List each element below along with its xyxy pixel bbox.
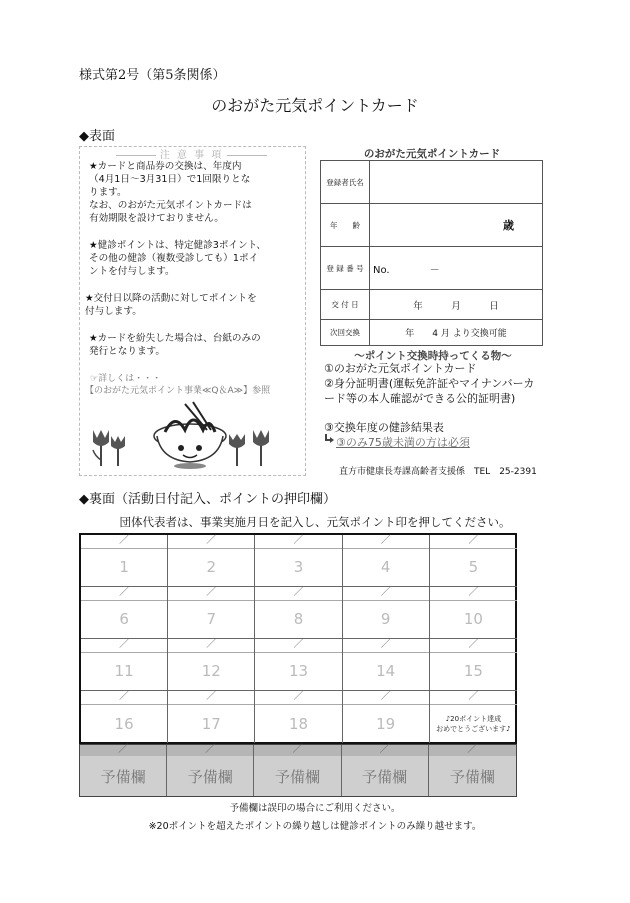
date-slash[interactable]: ／ — [255, 691, 341, 705]
stamp-number: 18 — [288, 714, 309, 733]
stamp-number: 16 — [114, 714, 134, 733]
date-slash[interactable]: ／ — [167, 745, 253, 756]
arrow-icon — [324, 434, 334, 444]
stamp-cell[interactable] — [430, 639, 517, 691]
date-slash[interactable]: ／ — [343, 535, 429, 549]
date-slash[interactable]: ／ — [80, 745, 166, 756]
stamp-cell[interactable] — [430, 587, 517, 639]
reserve-label: 予備欄 — [362, 768, 408, 786]
bring-item: ③交換年度の健診結果表 — [324, 421, 444, 434]
date-slash[interactable]: ／ — [81, 535, 167, 549]
note-item: ★交付日以降の活動に対してポイントを 付与します。 — [85, 293, 257, 317]
bonus-line: ♪20ポイント達成 — [445, 714, 502, 723]
card-value-next-exchange[interactable]: 年 4 月 より交換可能 — [370, 320, 543, 346]
stamp-number: 9 — [380, 610, 391, 628]
date-slash[interactable]: ／ — [430, 639, 517, 653]
stamp-number: 13 — [288, 662, 309, 680]
stamp-cell[interactable] — [81, 587, 168, 639]
details-label: ☞詳しくは・・・ — [90, 374, 162, 384]
stamp-number: 3 — [293, 558, 304, 576]
stamp-cell[interactable] — [255, 691, 342, 743]
date-slash[interactable]: ／ — [429, 745, 516, 756]
stamp-cell[interactable] — [430, 691, 517, 743]
card-label-age: 年 齢 — [321, 204, 370, 247]
stamp-cell[interactable] — [81, 535, 168, 587]
reserve-label: 予備欄 — [100, 768, 146, 786]
stamp-cell[interactable] — [81, 691, 168, 743]
card-value-age[interactable]: 歳 — [370, 204, 543, 247]
stamp-number: 17 — [201, 714, 221, 733]
stamp-cell[interactable] — [168, 587, 255, 639]
stamp-number: 8 — [293, 610, 304, 628]
card-label-issue-date: 交 付 日 — [321, 290, 370, 320]
stamp-number: 11 — [114, 662, 134, 680]
back-heading: ◆裏面（活動日付記入、ポイントの押印欄） — [79, 492, 336, 507]
noodle-bowl-icon — [154, 402, 226, 469]
bring-items-note: ③のみ75歳未満の方は必須 — [336, 436, 470, 449]
reserve-cell[interactable] — [342, 745, 429, 796]
card-label-number: 登 録 番 号 — [321, 247, 370, 290]
stamp-cell[interactable] — [168, 639, 255, 691]
form-number: 様式第2号（第5条関係） — [79, 68, 226, 83]
date-slash[interactable]: ／ — [343, 639, 429, 653]
stamp-cell[interactable] — [430, 535, 517, 587]
page-title: のおがた元気ポイントカード — [211, 96, 419, 115]
bring-item: ①のおがた元気ポイントカード — [324, 362, 477, 375]
date-slash[interactable]: ／ — [343, 691, 429, 705]
stamp-cell[interactable] — [343, 639, 430, 691]
date-slash[interactable]: ／ — [343, 587, 429, 601]
date-slash[interactable]: ／ — [255, 535, 341, 549]
card-label-next-exchange: 次回交換 — [321, 320, 370, 346]
bring-item: ②身分証明書(運転免許証やマイナンバーカード等の本人確認ができる公的証明書) — [324, 377, 535, 405]
stamp-cell[interactable] — [343, 691, 430, 743]
details-link[interactable]: 【のおがた元気ポイント事業≪Q＆A≫】参照 — [85, 386, 271, 396]
date-slash[interactable]: ／ — [342, 745, 428, 756]
date-slash[interactable]: ／ — [430, 587, 517, 601]
stamp-cell[interactable] — [255, 535, 342, 587]
reserve-row — [79, 744, 517, 797]
instruction-text: 団体代表者は、事業実施月日を記入し、元気ポイント印を押してください。 — [119, 515, 511, 529]
tulip-icon — [229, 430, 269, 466]
stamp-cell[interactable] — [81, 639, 168, 691]
stamp-cell[interactable] — [343, 535, 430, 587]
card-label-name: 登録者氏名 — [321, 161, 370, 204]
stamp-cell[interactable] — [343, 587, 430, 639]
date-slash[interactable]: ／ — [168, 587, 254, 601]
date-slash[interactable]: ／ — [168, 535, 254, 549]
card-value-name[interactable] — [370, 161, 543, 204]
reserve-label: 予備欄 — [449, 768, 495, 786]
stamp-number: 1 — [119, 558, 129, 576]
stamp-number: 19 — [376, 714, 396, 733]
reserve-label: 予備欄 — [274, 768, 320, 786]
date-slash[interactable]: ／ — [255, 639, 341, 653]
front-heading: ◆表面 — [79, 129, 115, 144]
reserve-label: 予備欄 — [187, 768, 233, 786]
stamp-grid — [79, 533, 517, 744]
stamp-number: 10 — [463, 610, 483, 628]
card-title: のおがた元気ポイントカード — [363, 148, 501, 160]
stamp-number: 5 — [468, 558, 479, 576]
reserve-cell[interactable] — [167, 745, 254, 796]
note-item: ★カードを紛失した場合は、台紙のみの 発行となります。 — [89, 333, 261, 357]
date-slash[interactable]: ／ — [430, 535, 517, 549]
date-slash[interactable]: ／ — [430, 691, 517, 705]
stamp-number: 2 — [206, 558, 217, 576]
mascot-illustration — [85, 400, 295, 470]
reserve-cell[interactable] — [254, 745, 341, 796]
stamp-cell[interactable] — [255, 639, 342, 691]
bonus-message — [430, 704, 517, 743]
bonus-line: おめでとうございます♪ — [436, 724, 511, 733]
note-item: ★カードと商品券の交換は、年度内 （4月1日〜3月31日）で1回限りとな ります。 なお、のおがた元気ポイントカードは 有効期限を設けておりません。 — [89, 161, 252, 224]
date-slash[interactable]: ／ — [81, 639, 167, 653]
date-slash[interactable]: ／ — [168, 691, 254, 705]
stamp-number: 15 — [463, 662, 483, 680]
footer-note: 予備欄は誤印の場合にご利用ください。 — [229, 803, 401, 814]
bring-items-header: 〜ポイント交換時持ってくる物〜 — [354, 350, 512, 362]
stamp-number: 7 — [206, 610, 217, 628]
footer-note: ※20ポイントを超えたポイントの繰り越しは健診ポイントのみ繰り越せます。 — [148, 821, 482, 832]
stamp-cell[interactable] — [168, 691, 255, 743]
reserve-cell[interactable] — [80, 745, 167, 796]
note-item: ★健診ポイントは、特定健診3ポイント、 その他の健診（複数受診しても）1ポイ ントを付与します。 — [89, 240, 266, 277]
stamp-number: 4 — [380, 558, 391, 576]
date-slash[interactable]: ／ — [81, 587, 167, 601]
date-slash[interactable]: ／ — [81, 691, 167, 705]
reserve-cell[interactable] — [429, 745, 516, 796]
stamp-number: 12 — [201, 662, 221, 680]
card-value-number[interactable]: No. － — [370, 247, 543, 290]
stamp-number: 6 — [119, 610, 129, 628]
notes-header: 注 意 事 項 — [79, 146, 304, 161]
date-slash[interactable]: ／ — [254, 745, 340, 756]
stamp-number: 14 — [376, 662, 396, 680]
card-value-issue-date[interactable]: 年 月 日 — [370, 290, 543, 320]
office-contact: 直方市健康長寿課高齢者支援係 TEL 25-2391 — [339, 467, 537, 477]
card-table — [320, 160, 543, 346]
stamp-cell[interactable] — [168, 535, 255, 587]
stamp-cell[interactable] — [255, 587, 342, 639]
date-slash[interactable]: ／ — [255, 587, 341, 601]
date-slash[interactable]: ／ — [168, 639, 254, 653]
tulip-icon — [93, 430, 125, 466]
